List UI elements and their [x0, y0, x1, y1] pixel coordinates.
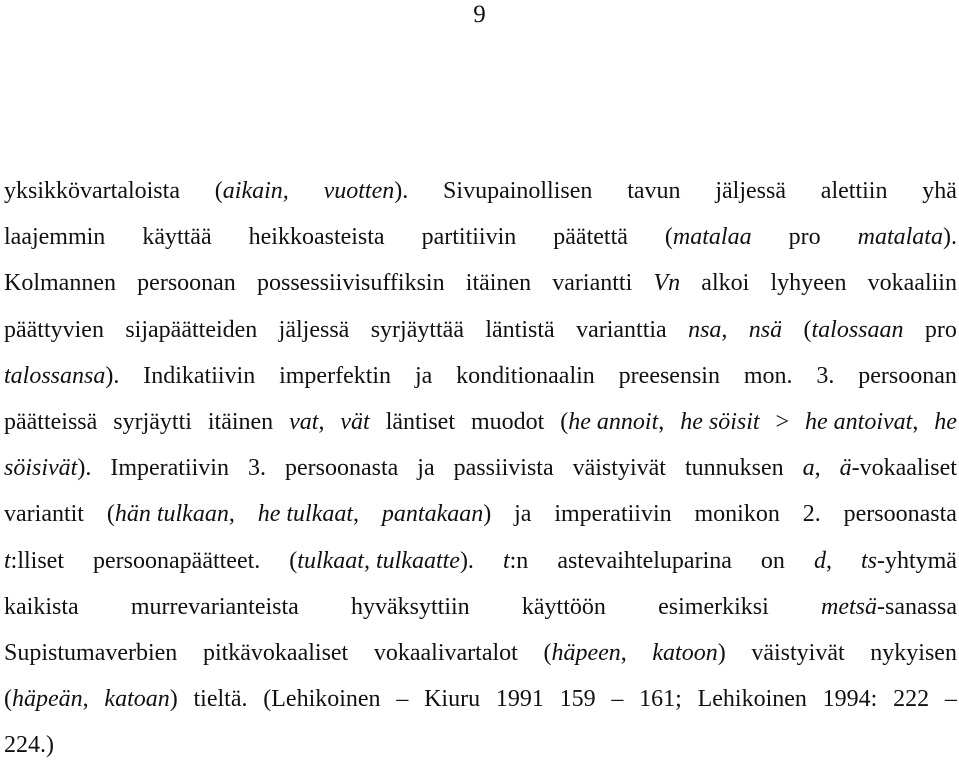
- word: [685, 445, 784, 491]
- word: [263, 676, 380, 722]
- text-line: [4, 214, 957, 260]
- word: [4, 168, 180, 214]
- word: [840, 445, 957, 491]
- word: [805, 399, 918, 445]
- word: [804, 307, 904, 353]
- word: [4, 722, 54, 768]
- text-run: jäljessä: [715, 178, 786, 204]
- word: [4, 630, 177, 676]
- text-run: syrjäytti: [113, 408, 192, 435]
- text-run: Indikatiivin: [143, 362, 256, 389]
- word: [776, 399, 790, 445]
- word: [142, 214, 211, 260]
- italic-term: he: [934, 408, 957, 435]
- word: [107, 491, 235, 537]
- text-run: -yhtymä: [876, 547, 957, 574]
- word: [4, 214, 105, 260]
- italic-term: katoan: [104, 686, 170, 713]
- text-line: [4, 445, 957, 491]
- word: [4, 676, 89, 722]
- word: [456, 353, 595, 399]
- word: [279, 353, 391, 399]
- word: [279, 307, 350, 353]
- word: [396, 676, 408, 722]
- text-run: (: [560, 408, 569, 435]
- text-run: –: [396, 686, 409, 713]
- word: [821, 168, 888, 214]
- word: [922, 168, 957, 214]
- word: [554, 491, 671, 537]
- text-run: käyttää: [142, 224, 212, 251]
- text-run: variantti: [552, 270, 633, 297]
- word: [285, 445, 398, 491]
- italic-term: Vn: [653, 270, 681, 297]
- text-line: [4, 353, 957, 399]
- text-run: ,: [912, 408, 919, 435]
- word: [454, 445, 554, 491]
- text-run: 1991: [495, 686, 544, 713]
- text-run: persoonapäätteet.: [93, 547, 261, 574]
- text-run: 1994:: [822, 686, 878, 713]
- word: [110, 445, 229, 491]
- italic-term: ts: [860, 547, 877, 574]
- word: [557, 538, 732, 584]
- text-run: 159: [559, 686, 596, 713]
- word: [374, 630, 518, 676]
- text-run: muodot: [470, 408, 545, 435]
- text-run: (: [803, 316, 812, 343]
- word: [576, 307, 667, 353]
- text-run: 2.: [802, 501, 821, 528]
- text-run: 3.: [247, 455, 266, 482]
- word: [751, 630, 844, 676]
- word: [770, 260, 846, 306]
- text-line: [4, 630, 957, 676]
- text-run: (: [664, 224, 673, 251]
- text-run: 3.: [816, 362, 835, 389]
- text-run: heikkoasteista: [248, 224, 385, 251]
- word: [4, 260, 116, 306]
- word: [422, 214, 517, 260]
- text-run: ): [717, 639, 726, 666]
- text-run: päätteissä: [4, 408, 98, 435]
- text-run: ,: [82, 686, 89, 713]
- text-run: itäinen: [465, 270, 532, 297]
- italic-term: talossansa: [4, 362, 106, 389]
- text-run: nykyisen: [870, 639, 957, 666]
- text-run: Kiuru: [424, 686, 481, 713]
- text-run: konditionaalin: [456, 362, 595, 389]
- word: [4, 584, 79, 630]
- italic-term: matalata: [857, 224, 943, 251]
- italic-term: t: [502, 547, 510, 574]
- word: [701, 260, 749, 306]
- italic-term: he söisit: [680, 408, 760, 435]
- text-run: –: [944, 686, 957, 713]
- text-run: ).: [459, 547, 474, 574]
- italic-term: he annoit: [568, 408, 659, 435]
- text-run: tunnuksen: [684, 455, 784, 482]
- text-run: Lehikoinen: [697, 686, 807, 713]
- text-run: ): [483, 501, 492, 528]
- text-run: (: [214, 178, 223, 204]
- word: [803, 445, 821, 491]
- text-run: >: [775, 408, 790, 435]
- word: [257, 260, 445, 306]
- word: [861, 538, 957, 584]
- text-run: tieltä.: [193, 686, 248, 713]
- text-run: ).: [942, 224, 957, 251]
- text-run: ja: [414, 362, 433, 389]
- word: [514, 491, 531, 537]
- text-run: (: [4, 686, 12, 713]
- text-run: Sivupainollisen: [443, 178, 593, 204]
- text-run: päätettä: [553, 224, 628, 251]
- italic-term: aikain,: [222, 178, 289, 204]
- word: [698, 676, 807, 722]
- word: [113, 399, 192, 445]
- text-run: on: [760, 547, 785, 574]
- italic-term: tulkaat, tulkaatte: [297, 547, 460, 574]
- word: [249, 214, 385, 260]
- word: [137, 260, 236, 306]
- italic-term: katoon: [652, 639, 718, 666]
- italic-term: vät: [340, 408, 370, 435]
- word: [4, 353, 119, 399]
- word: [749, 307, 782, 353]
- word: [695, 491, 780, 537]
- word: [688, 307, 727, 353]
- word: [4, 538, 64, 584]
- italic-term: a: [802, 455, 815, 482]
- italic-term: vat: [289, 408, 319, 435]
- text-run: ).: [77, 455, 92, 482]
- text-run: lyhyeen: [770, 270, 847, 297]
- text-run: ,: [658, 408, 665, 435]
- text-run: sijapäätteiden: [125, 316, 258, 343]
- italic-term: talossaan: [811, 316, 904, 343]
- text-run: 224.): [4, 732, 54, 759]
- word: [619, 353, 720, 399]
- word: [560, 676, 596, 722]
- text-run: imperatiivin: [554, 501, 672, 528]
- text-run: (: [543, 639, 552, 666]
- text-run: itäinen: [207, 408, 274, 435]
- word: [552, 260, 632, 306]
- word: [868, 260, 957, 306]
- text-line: [4, 307, 957, 353]
- word: [4, 491, 84, 537]
- text-run: ,: [825, 547, 832, 574]
- word: [858, 214, 957, 260]
- text-run: läntistä: [485, 316, 555, 343]
- word: [104, 676, 177, 722]
- text-run: passiivista: [453, 455, 554, 482]
- word: [415, 353, 432, 399]
- word: [814, 538, 832, 584]
- word: [131, 584, 299, 630]
- text-run: Kolmannen: [4, 270, 116, 297]
- text-run: ,: [318, 408, 325, 435]
- text-run: päättyvien: [4, 316, 104, 343]
- text-line: [4, 260, 957, 306]
- italic-term: nsä: [748, 316, 783, 343]
- text-run: (: [289, 547, 298, 574]
- word: [466, 260, 531, 306]
- body-paragraph: [4, 168, 957, 768]
- text-run: läntiset: [385, 408, 456, 435]
- text-run: persoonasta: [843, 501, 957, 528]
- word: [496, 676, 544, 722]
- text-run: -vokaaliset: [851, 455, 957, 482]
- word: [258, 491, 359, 537]
- word: [443, 168, 592, 214]
- text-line: [4, 676, 957, 722]
- word: [816, 353, 834, 399]
- text-run: hyväksyttiin: [351, 593, 470, 620]
- word: [652, 630, 725, 676]
- text-run: monikon: [694, 501, 780, 528]
- text-run: ,: [620, 639, 627, 666]
- word: [803, 491, 821, 537]
- word: [289, 399, 324, 445]
- text-run: 222: [893, 686, 930, 713]
- text-run: vokaalivartalot: [373, 639, 518, 666]
- text-run: preesensin: [618, 362, 720, 389]
- italic-term: ä: [839, 455, 852, 482]
- word: [289, 538, 474, 584]
- text-run: pro: [788, 224, 821, 251]
- text-line: [4, 168, 957, 214]
- italic-term: häpeän: [12, 686, 83, 713]
- text-run: käyttöön: [521, 593, 606, 620]
- word: [761, 538, 785, 584]
- text-run: Imperatiivin: [110, 455, 229, 482]
- text-run: alkoi: [701, 270, 750, 297]
- italic-term: vuotten: [323, 178, 395, 204]
- text-run: ,: [814, 455, 821, 482]
- word: [340, 399, 369, 445]
- text-run: –: [611, 686, 624, 713]
- word: [821, 584, 957, 630]
- italic-term: hän tulkaan: [114, 501, 229, 528]
- word: [324, 168, 409, 214]
- word: [248, 445, 266, 491]
- word: [627, 168, 680, 214]
- word: [925, 307, 957, 353]
- text-run: 161;: [639, 686, 682, 713]
- word: [143, 353, 255, 399]
- text-run: väistyivät: [572, 455, 666, 482]
- word: [93, 538, 260, 584]
- word: [503, 538, 528, 584]
- word: [653, 260, 680, 306]
- italic-term: metsä: [821, 593, 877, 620]
- text-run: väistyivät: [751, 639, 845, 666]
- text-run: pro: [924, 316, 957, 343]
- word: [789, 214, 821, 260]
- text-run: possessiivisuffiksin: [257, 270, 445, 297]
- text-run: ,: [353, 501, 360, 528]
- word: [386, 399, 455, 445]
- text-run: pitkävokaaliset: [202, 639, 349, 666]
- word: [382, 491, 491, 537]
- text-run: syrjäyttää: [370, 316, 464, 343]
- text-run: ,: [228, 501, 235, 528]
- text-run: murrevarianteista: [130, 593, 299, 620]
- word: [573, 445, 666, 491]
- text-line: [4, 491, 957, 537]
- word: [945, 676, 957, 722]
- text-run: ).: [394, 178, 409, 204]
- italic-term: söisivät: [4, 455, 78, 482]
- word: [215, 168, 289, 214]
- word: [194, 676, 248, 722]
- text-run: partitiivin: [421, 224, 517, 251]
- word: [417, 445, 434, 491]
- word: [4, 307, 104, 353]
- word: [893, 676, 929, 722]
- word: [208, 399, 273, 445]
- italic-term: he tulkaat: [257, 501, 354, 528]
- text-run: persoonasta: [284, 455, 399, 482]
- text-run: Supistumaverbien: [4, 639, 178, 666]
- text-run: ja: [514, 501, 532, 528]
- word: [870, 630, 957, 676]
- text-run: tavun: [627, 178, 681, 204]
- word: [823, 676, 878, 722]
- text-run: ): [169, 686, 178, 713]
- italic-term: häpeen: [551, 639, 621, 666]
- word: [934, 399, 957, 445]
- word: [4, 399, 97, 445]
- word: [543, 630, 626, 676]
- text-run: yhä: [922, 178, 957, 204]
- text-line: [4, 399, 957, 445]
- text-run: jäljessä: [278, 316, 350, 343]
- word: [424, 676, 480, 722]
- text-run: alettiin: [820, 178, 888, 204]
- text-line: [4, 538, 957, 584]
- page-number: 9: [473, 1, 486, 28]
- text-run: varianttia: [576, 316, 667, 343]
- word: [658, 584, 769, 630]
- word: [125, 307, 257, 353]
- text-run: ja: [417, 455, 435, 482]
- text-run: persoonan: [858, 362, 957, 389]
- text-run: kaikista: [4, 593, 79, 620]
- word: [371, 307, 464, 353]
- word: [471, 399, 544, 445]
- word: [351, 584, 470, 630]
- word: [4, 445, 91, 491]
- word: [665, 214, 752, 260]
- word: [485, 307, 554, 353]
- text-line: [4, 584, 957, 630]
- text-run: yksikkövartaloista: [4, 178, 180, 204]
- word: [844, 491, 957, 537]
- italic-term: he antoivat: [805, 408, 913, 435]
- italic-term: d: [813, 547, 826, 574]
- text-run: esimerkiksi: [658, 593, 769, 620]
- word: [522, 584, 606, 630]
- text-run: astevaihteluparina: [557, 547, 732, 574]
- text-run: (Lehikoinen: [263, 686, 381, 713]
- word: [553, 214, 628, 260]
- text-run: -sanassa: [877, 593, 957, 620]
- text-run: persoonan: [137, 270, 236, 297]
- text-run: laajemmin: [4, 224, 106, 251]
- text-run: ).: [105, 362, 120, 389]
- text-run: :lliset: [10, 547, 65, 574]
- italic-term: pantakaan: [381, 501, 484, 528]
- italic-term: nsa,: [688, 316, 728, 343]
- italic-term: matalaa: [672, 224, 752, 251]
- word: [858, 353, 957, 399]
- word: [611, 676, 623, 722]
- text-run: vokaaliin: [867, 270, 957, 297]
- word: [680, 399, 759, 445]
- text-line: [4, 722, 957, 768]
- word: [715, 168, 786, 214]
- word: [203, 630, 348, 676]
- word: [560, 399, 664, 445]
- word: [744, 353, 793, 399]
- text-run: variantit: [4, 501, 84, 528]
- text-run: mon.: [743, 362, 793, 389]
- text-run: imperfektin: [279, 362, 392, 389]
- word: [639, 676, 682, 722]
- text-run: (: [106, 501, 115, 528]
- text-run: :n: [509, 547, 529, 574]
- italic-term: t: [4, 547, 11, 574]
